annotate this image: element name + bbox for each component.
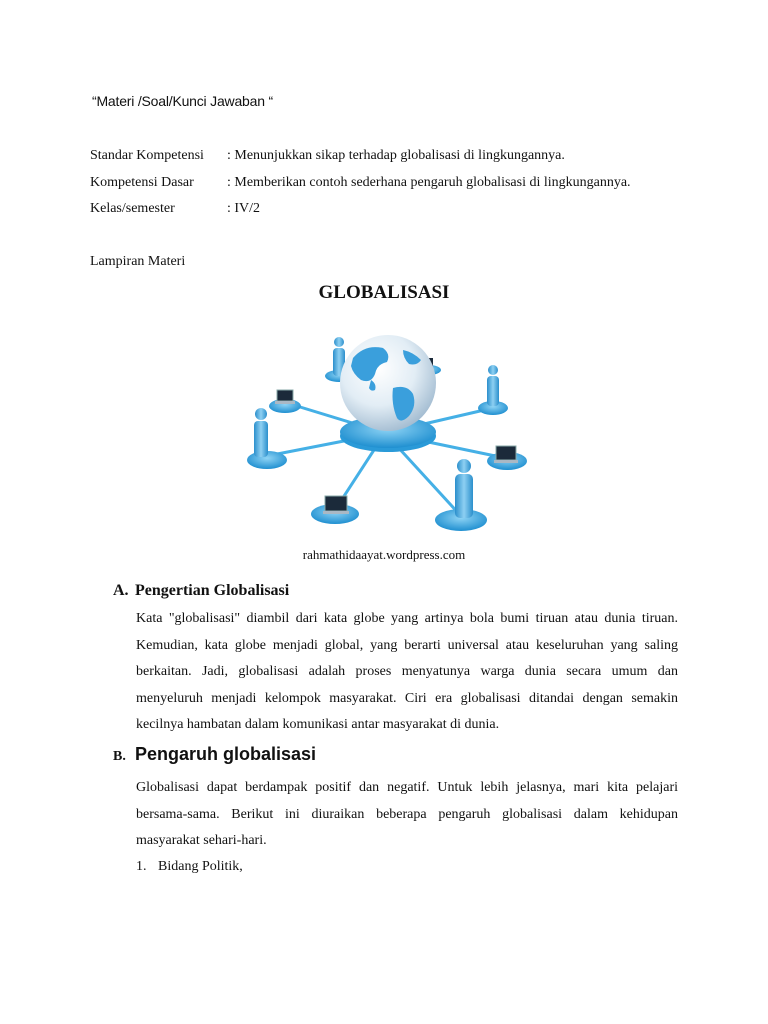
info-label: Kompetensi Dasar <box>90 175 194 190</box>
section-a-paragraph: Kata "globalisasi" diambil dari kata globe yang artinya bola bumi tiruan atau dunia tiruan. Kemudian, kata globe menjadi global, yang berarti universal atau keseluruhan yang saling berkaitan. Jadi, globalisasi adalah proses menyatunya warga dunia secara umum dan menyeluruh menjadi kelompok masyarakat. Ciri era globalisasi ditandai dengan semakin kecilnya hambatan dalam komunikasi antar masyarakat di dunia. <box>136 611 678 732</box>
section-letter: B. <box>113 749 126 764</box>
list-item <box>136 859 243 875</box>
info-value: : IV/2 <box>227 201 261 216</box>
info-label: Standar Kompetensi <box>90 148 204 163</box>
info-value: : Menunjukkan sikap terhadap globalisasi di lingkungannya. <box>227 148 565 163</box>
figure-caption: rahmathidaayat.wordpress.com <box>302 547 466 562</box>
section-b-paragraph: Globalisasi dapat berdampak positif dan negatif. Untuk lebih jelasnya, mari kita pelajari bersama-sama. Berikut ini diuraikan beberapa pengaruh globalisasi dalam kehidupan masyarakat sehari-hari. <box>136 780 678 848</box>
section-letter: A. <box>113 582 129 599</box>
section-title: Pengertian Globalisasi <box>135 582 290 599</box>
page-title: GLOBALISASI <box>318 282 450 303</box>
section-title: Pengaruh globalisasi <box>135 744 317 764</box>
list-number: 1. <box>136 859 147 874</box>
list-text: Bidang Politik, <box>158 859 243 874</box>
lampiran-label: Lampiran Materi <box>90 254 186 269</box>
section-a-heading <box>113 582 289 600</box>
info-value: : Memberikan contoh sederhana pengaruh globalisasi di lingkungannya. <box>227 175 631 190</box>
globe-network-image <box>243 328 527 544</box>
globe-network-icon <box>243 328 527 544</box>
document-header: “Materi /Soal/Kunci Jawaban “ <box>92 93 273 109</box>
section-b-heading <box>113 744 316 765</box>
info-label: Kelas/semester <box>90 201 175 216</box>
